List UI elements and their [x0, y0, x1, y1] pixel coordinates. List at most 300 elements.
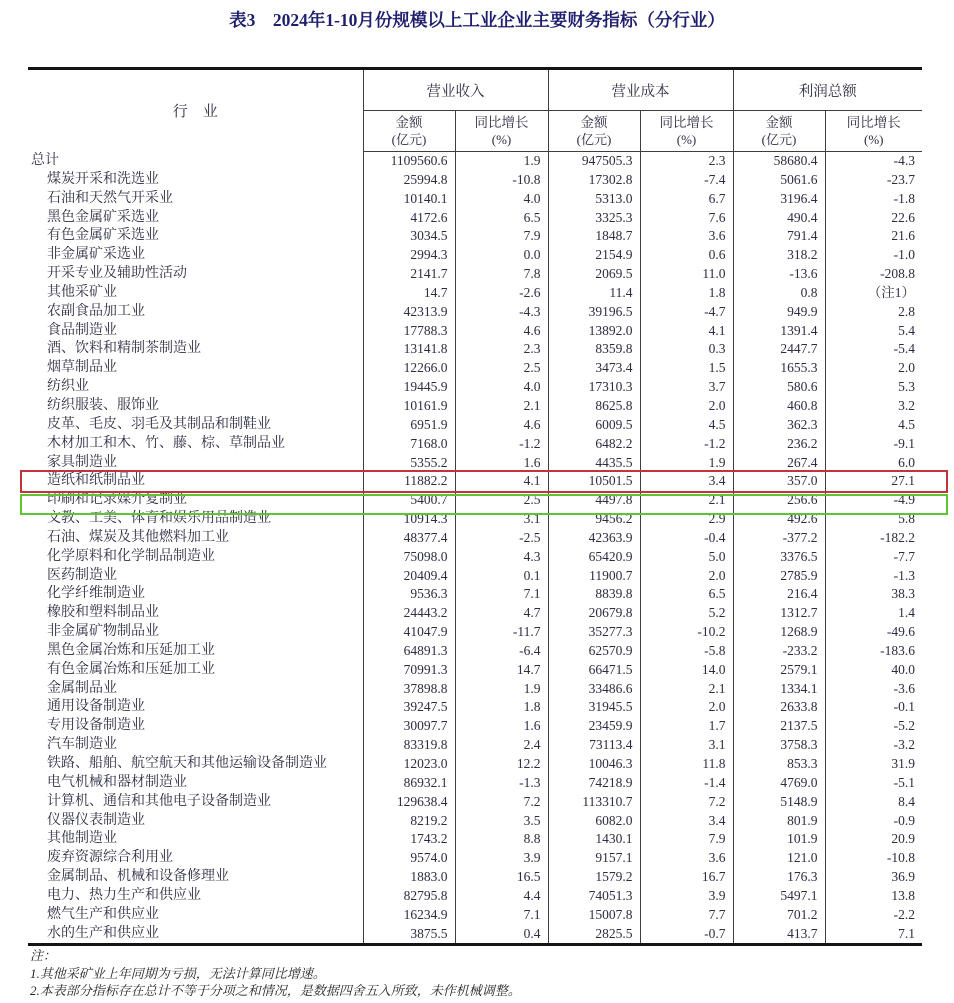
table-row: [28, 812, 922, 831]
industry-cell: 水的生产和供应业: [47, 925, 159, 941]
table-row: [28, 435, 922, 454]
profit-growth-header: 同比增长 (%): [825, 111, 922, 152]
table-row: [28, 340, 922, 359]
value-cell: 216.4: [733, 585, 825, 604]
value-cell: 31.9: [825, 755, 922, 774]
value-cell: 3758.3: [733, 736, 825, 755]
value-cell: 5.4: [825, 322, 922, 341]
value-cell: 6.5: [640, 585, 733, 604]
table-row: [28, 529, 922, 548]
value-cell: 3376.5: [733, 548, 825, 567]
value-cell: 2825.5: [548, 925, 640, 945]
table-row: [28, 887, 922, 906]
value-cell: 256.6: [733, 491, 825, 510]
value-cell: 10914.3: [363, 510, 455, 529]
table-row: [28, 604, 922, 623]
table-row: [28, 303, 922, 322]
value-cell: 362.3: [733, 416, 825, 435]
value-cell: 176.3: [733, 868, 825, 887]
value-cell: 2.1: [640, 680, 733, 699]
value-cell: 0.6: [640, 246, 733, 265]
value-cell: -2.2: [825, 906, 922, 925]
footnote-label: 注：: [30, 948, 57, 963]
industry-cell: 造纸和纸制品业: [47, 473, 145, 489]
value-cell: 5148.9: [733, 793, 825, 812]
value-cell: 3034.5: [363, 227, 455, 246]
value-cell: 580.6: [733, 378, 825, 397]
value-cell: 74218.9: [548, 774, 640, 793]
value-cell: -0.7: [640, 925, 733, 945]
value-cell: 121.0: [733, 849, 825, 868]
value-cell: -5.1: [825, 774, 922, 793]
value-cell: 35277.3: [548, 623, 640, 642]
value-cell: 3196.4: [733, 190, 825, 209]
value-cell: 1848.7: [548, 227, 640, 246]
table-row: [28, 190, 922, 209]
table-row: [28, 680, 922, 699]
value-cell: 2994.3: [363, 246, 455, 265]
table-row: [28, 227, 922, 246]
table-row: [28, 849, 922, 868]
value-cell: 3.4: [640, 472, 733, 491]
table-row: [28, 454, 922, 473]
industry-cell: 金属制品业: [47, 680, 117, 696]
value-cell: -3.2: [825, 736, 922, 755]
value-cell: 16234.9: [363, 906, 455, 925]
industry-cell: 橡胶和塑料制品业: [47, 605, 159, 621]
value-cell: 15007.8: [548, 906, 640, 925]
industry-cell: 纺织服装、服饰业: [47, 397, 159, 413]
value-cell: 1.8: [640, 284, 733, 303]
revenue-group-header: 营业收入: [363, 69, 548, 111]
value-cell: -4.7: [640, 303, 733, 322]
value-cell: -4.3: [825, 152, 922, 171]
value-cell: 27.1: [825, 472, 922, 491]
table-row: [28, 491, 922, 510]
industry-cell: 电气机械和器材制造业: [47, 774, 187, 790]
value-cell: 3473.4: [548, 359, 640, 378]
value-cell: -49.6: [825, 623, 922, 642]
value-cell: 75098.0: [363, 548, 455, 567]
table-row: [28, 925, 922, 945]
industry-cell: 皮革、毛皮、羽毛及其制品和制鞋业: [47, 416, 271, 432]
value-cell: 701.2: [733, 906, 825, 925]
value-cell: 4.6: [455, 416, 548, 435]
value-cell: 23459.9: [548, 717, 640, 736]
revenue-growth-header: 同比增长 (%): [455, 111, 548, 152]
value-cell: -9.1: [825, 435, 922, 454]
value-cell: 357.0: [733, 472, 825, 491]
value-cell: 267.4: [733, 454, 825, 473]
value-cell: 4172.6: [363, 209, 455, 228]
industry-cell: 石油和天然气开采业: [47, 190, 173, 206]
industry-cell: 铁路、船舶、航空航天和其他运输设备制造业: [47, 756, 327, 771]
value-cell: 4.0: [455, 378, 548, 397]
value-cell: 14.7: [363, 284, 455, 303]
value-cell: 9574.0: [363, 849, 455, 868]
value-cell: 236.2: [733, 435, 825, 454]
value-cell: 41047.9: [363, 623, 455, 642]
value-cell: 86932.1: [363, 774, 455, 793]
value-cell: 38.3: [825, 585, 922, 604]
value-cell: 10161.9: [363, 397, 455, 416]
value-cell: 11882.2: [363, 472, 455, 491]
value-cell: 2.1: [455, 397, 548, 416]
value-cell: 2.9: [640, 510, 733, 529]
value-cell: 33486.6: [548, 680, 640, 699]
value-cell: 1109560.6: [363, 152, 455, 171]
table-row: [28, 774, 922, 793]
value-cell: 8.4: [825, 793, 922, 812]
value-cell: 7168.0: [363, 435, 455, 454]
value-cell: -11.7: [455, 623, 548, 642]
value-cell: -4.9: [825, 491, 922, 510]
value-cell: 12266.0: [363, 359, 455, 378]
value-cell: 2.1: [640, 491, 733, 510]
value-cell: -10.8: [455, 171, 548, 190]
value-cell: 13.8: [825, 887, 922, 906]
value-cell: 129638.4: [363, 793, 455, 812]
value-cell: 10140.1: [363, 190, 455, 209]
value-cell: 460.8: [733, 397, 825, 416]
value-cell: 42313.9: [363, 303, 455, 322]
value-cell: 2447.7: [733, 340, 825, 359]
value-cell: 8839.8: [548, 585, 640, 604]
value-cell: 83319.8: [363, 736, 455, 755]
table-row: [28, 246, 922, 265]
value-cell: 1.6: [455, 454, 548, 473]
header-group-row: [28, 69, 922, 111]
value-cell: -233.2: [733, 642, 825, 661]
value-cell: 2069.5: [548, 265, 640, 284]
table-row: [28, 548, 922, 567]
value-cell: 3.1: [455, 510, 548, 529]
value-cell: 1391.4: [733, 322, 825, 341]
value-cell: 37898.8: [363, 680, 455, 699]
value-cell: 1.8: [455, 698, 548, 717]
value-cell: 9456.2: [548, 510, 640, 529]
value-cell: 3.6: [640, 849, 733, 868]
value-cell: 4.1: [455, 472, 548, 491]
industry-cell: 文教、工美、体育和娱乐用品制造业: [47, 511, 271, 527]
value-cell: 9536.3: [363, 585, 455, 604]
value-cell: 7.2: [455, 793, 548, 812]
value-cell: 791.4: [733, 227, 825, 246]
industry-cell: 化学原料和化学制品制造业: [47, 548, 215, 564]
value-cell: -0.1: [825, 698, 922, 717]
table-row: [28, 265, 922, 284]
value-cell: 101.9: [733, 830, 825, 849]
value-cell: 0.0: [455, 246, 548, 265]
value-cell: 3.7: [640, 378, 733, 397]
value-cell: 2.5: [455, 491, 548, 510]
value-cell: 16.7: [640, 868, 733, 887]
footnote-2: 2.本表部分指标存在总计不等于分项之和情况，是数据四舍五入所致，未作机械调整。: [30, 983, 521, 998]
value-cell: 0.8: [733, 284, 825, 303]
value-cell: 3.9: [640, 887, 733, 906]
value-cell: 31945.5: [548, 698, 640, 717]
table-row: [28, 661, 922, 680]
value-cell: 11.0: [640, 265, 733, 284]
value-cell: 3.4: [640, 812, 733, 831]
value-cell: 4497.8: [548, 491, 640, 510]
value-cell: -1.3: [825, 567, 922, 586]
value-cell: 6009.5: [548, 416, 640, 435]
value-cell: 0.1: [455, 567, 548, 586]
page-title: 表3 2024年1-10月份规模以上工业企业主要财务指标（分行业）: [229, 10, 725, 30]
value-cell: 7.9: [455, 227, 548, 246]
value-cell: 0.4: [455, 925, 548, 945]
profit-group-header: 利润总额: [733, 69, 922, 111]
value-cell: 5.0: [640, 548, 733, 567]
industry-cell: 计算机、通信和其他电子设备制造业: [47, 793, 271, 809]
value-cell: 5313.0: [548, 190, 640, 209]
value-cell: 8625.8: [548, 397, 640, 416]
value-cell: 1.9: [455, 680, 548, 699]
industry-cell: 电力、热力生产和供应业: [47, 887, 201, 903]
value-cell: 8.8: [455, 830, 548, 849]
industry-cell: 其他制造业: [47, 831, 117, 847]
value-cell: 20409.4: [363, 567, 455, 586]
value-cell: 3.2: [825, 397, 922, 416]
value-cell: 4.0: [455, 190, 548, 209]
value-cell: -10.2: [640, 623, 733, 642]
value-cell: 1579.2: [548, 868, 640, 887]
footnotes: [30, 947, 930, 1000]
value-cell: 7.9: [640, 830, 733, 849]
value-cell: 12.2: [455, 755, 548, 774]
value-cell: -1.8: [825, 190, 922, 209]
table-row: [28, 736, 922, 755]
value-cell: -183.6: [825, 642, 922, 661]
value-cell: 39247.5: [363, 698, 455, 717]
table-row: [28, 397, 922, 416]
value-cell: 11.4: [548, 284, 640, 303]
value-cell: 2.4: [455, 736, 548, 755]
value-cell: 6482.2: [548, 435, 640, 454]
value-cell: 7.6: [640, 209, 733, 228]
value-cell: 490.4: [733, 209, 825, 228]
value-cell: 1.5: [640, 359, 733, 378]
industry-cell: 有色金属矿采选业: [47, 228, 159, 244]
value-cell: 949.9: [733, 303, 825, 322]
value-cell: 2154.9: [548, 246, 640, 265]
industry-cell: 专用设备制造业: [47, 718, 145, 734]
value-cell: 39196.5: [548, 303, 640, 322]
value-cell: 318.2: [733, 246, 825, 265]
value-cell: -5.8: [640, 642, 733, 661]
table-row: [28, 416, 922, 435]
value-cell: 6.7: [640, 190, 733, 209]
value-cell: 7.2: [640, 793, 733, 812]
value-cell: 4.6: [455, 322, 548, 341]
value-cell: 21.6: [825, 227, 922, 246]
table-row: [28, 322, 922, 341]
value-cell: 6.0: [825, 454, 922, 473]
table-row: [28, 585, 922, 604]
table-row: [28, 472, 922, 491]
table-row: [28, 793, 922, 812]
table-row: [28, 755, 922, 774]
value-cell: 801.9: [733, 812, 825, 831]
industry-cell: 仪器仪表制造业: [47, 812, 145, 828]
value-cell: 19445.9: [363, 378, 455, 397]
value-cell: 20679.8: [548, 604, 640, 623]
value-cell: 1655.3: [733, 359, 825, 378]
value-cell: 82795.8: [363, 887, 455, 906]
cost-group-header: 营业成本: [548, 69, 733, 111]
value-cell: 2137.5: [733, 717, 825, 736]
industry-cell: 燃气生产和供应业: [47, 906, 159, 922]
value-cell: 1268.9: [733, 623, 825, 642]
industry-cell: 有色金属冶炼和压延加工业: [47, 661, 215, 677]
profit-amount-header: 金额 (亿元): [733, 111, 825, 152]
value-cell: 492.6: [733, 510, 825, 529]
value-cell: 3875.5: [363, 925, 455, 945]
value-cell: 1334.1: [733, 680, 825, 699]
industry-cell: 黑色金属矿采选业: [47, 209, 159, 225]
footnote-1: 1.其他采矿业上年同期为亏损，无法计算同比增速。: [30, 965, 326, 981]
value-cell: 20.9: [825, 830, 922, 849]
value-cell: 10046.3: [548, 755, 640, 774]
value-cell: 4.3: [455, 548, 548, 567]
value-cell: 14.0: [640, 661, 733, 680]
value-cell: 5.8: [825, 510, 922, 529]
industry-cell: 医药制造业: [47, 567, 117, 583]
value-cell: 7.1: [455, 585, 548, 604]
value-cell: 2579.1: [733, 661, 825, 680]
value-cell: 5.2: [640, 604, 733, 623]
value-cell: -0.4: [640, 529, 733, 548]
cost-amount-header: 金额 (亿元): [548, 111, 640, 152]
industry-cell: 汽车制造业: [47, 737, 117, 753]
industry-cell: 其他采矿业: [47, 284, 117, 300]
value-cell: 1430.1: [548, 830, 640, 849]
industry-cell: 石油、煤炭及其他燃料加工业: [47, 529, 229, 545]
value-cell: 5400.7: [363, 491, 455, 510]
value-cell: 1.9: [640, 454, 733, 473]
value-cell: 16.5: [455, 868, 548, 887]
value-cell: -6.4: [455, 642, 548, 661]
value-cell: -23.7: [825, 171, 922, 190]
value-cell: 25994.8: [363, 171, 455, 190]
value-cell: 4.1: [640, 322, 733, 341]
industry-cell: 金属制品、机械和设备修理业: [47, 869, 229, 885]
table-row: [28, 510, 922, 529]
value-cell: 4.5: [825, 416, 922, 435]
value-cell: 7.1: [825, 925, 922, 945]
table-row: [28, 209, 922, 228]
financial-indicators-table: [28, 67, 922, 946]
industry-cell: 煤炭开采和洗选业: [47, 171, 159, 187]
value-cell: 1312.7: [733, 604, 825, 623]
value-cell: 65420.9: [548, 548, 640, 567]
industry-cell: 废弃资源综合利用业: [47, 850, 173, 866]
industry-cell: 黑色金属冶炼和压延加工业: [47, 642, 215, 658]
value-cell: -2.6: [455, 284, 548, 303]
value-cell: 62570.9: [548, 642, 640, 661]
value-cell: 8359.8: [548, 340, 640, 359]
industry-cell: 家具制造业: [47, 454, 117, 470]
table-row: [28, 698, 922, 717]
industry-cell: 非金属矿采选业: [47, 247, 145, 263]
table-row: [28, 171, 922, 190]
value-cell: 40.0: [825, 661, 922, 680]
value-cell: 947505.3: [548, 152, 640, 171]
value-cell: 1.7: [640, 717, 733, 736]
value-cell: 3.9: [455, 849, 548, 868]
value-cell: -1.4: [640, 774, 733, 793]
value-cell: -4.3: [455, 303, 548, 322]
value-cell: -1.3: [455, 774, 548, 793]
value-cell: 2.8: [825, 303, 922, 322]
table-row: [28, 642, 922, 661]
value-cell: 30097.7: [363, 717, 455, 736]
value-cell: -182.2: [825, 529, 922, 548]
table-row: [28, 152, 922, 171]
value-cell: 17788.3: [363, 322, 455, 341]
industry-cell: 烟草制品业: [47, 360, 117, 376]
value-cell: 6082.0: [548, 812, 640, 831]
value-cell: 7.7: [640, 906, 733, 925]
value-cell: 11.8: [640, 755, 733, 774]
value-cell: 10501.5: [548, 472, 640, 491]
industry-cell: 食品制造业: [47, 322, 117, 338]
value-cell: 6.5: [455, 209, 548, 228]
cost-growth-header: 同比增长 (%): [640, 111, 733, 152]
revenue-amount-header: 金额 (亿元): [363, 111, 455, 152]
value-cell: -5.4: [825, 340, 922, 359]
value-cell: -0.9: [825, 812, 922, 831]
industry-cell: 纺织业: [47, 379, 89, 395]
value-cell: -10.8: [825, 849, 922, 868]
value-cell: 1743.2: [363, 830, 455, 849]
value-cell: 3.5: [455, 812, 548, 831]
value-cell: 1.6: [455, 717, 548, 736]
table-row: [28, 868, 922, 887]
value-cell: 2785.9: [733, 567, 825, 586]
value-cell: 3.1: [640, 736, 733, 755]
value-cell: -7.4: [640, 171, 733, 190]
value-cell: -3.6: [825, 680, 922, 699]
industry-cell: 印刷和记录媒介复制业: [47, 492, 187, 508]
value-cell: 22.6: [825, 209, 922, 228]
value-cell: 1.4: [825, 604, 922, 623]
value-cell: 48377.4: [363, 529, 455, 548]
table-row: [28, 906, 922, 925]
value-cell: 1883.0: [363, 868, 455, 887]
value-cell: 5.3: [825, 378, 922, 397]
value-cell: 2633.8: [733, 698, 825, 717]
value-cell: 58680.4: [733, 152, 825, 171]
table-row: [28, 717, 922, 736]
value-cell: -13.6: [733, 265, 825, 284]
value-cell: -7.7: [825, 548, 922, 567]
value-cell: 2.3: [455, 340, 548, 359]
value-cell: 66471.5: [548, 661, 640, 680]
table-row: [28, 830, 922, 849]
value-cell: 14.7: [455, 661, 548, 680]
value-cell: -1.0: [825, 246, 922, 265]
value-cell: 6951.9: [363, 416, 455, 435]
value-cell: 17302.8: [548, 171, 640, 190]
value-cell: 13141.8: [363, 340, 455, 359]
value-cell: 5355.2: [363, 454, 455, 473]
value-cell: 17310.3: [548, 378, 640, 397]
value-cell: 1.9: [455, 152, 548, 171]
value-cell: -208.8: [825, 265, 922, 284]
industry-cell: 化学纤维制造业: [47, 586, 145, 602]
